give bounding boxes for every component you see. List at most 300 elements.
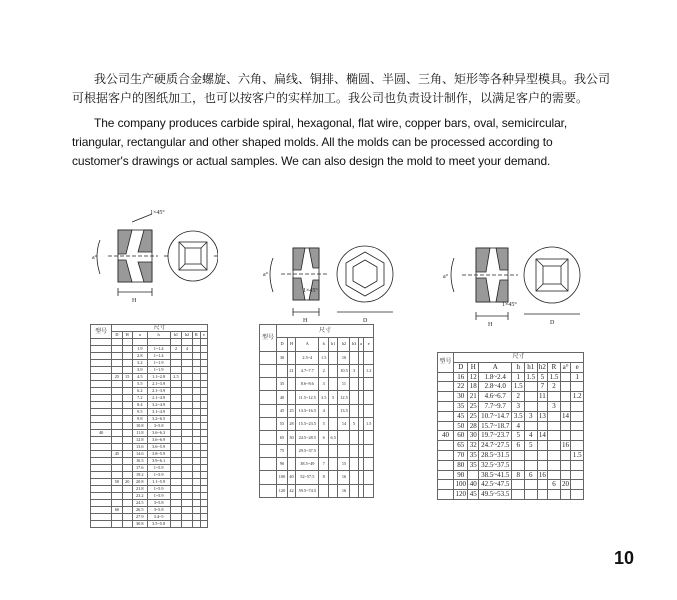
table-cell: 3.9: [132, 367, 147, 374]
table-cell: [512, 450, 525, 460]
table-cell: 14: [562, 411, 570, 420]
model-cell: [260, 351, 277, 364]
table-cell: [112, 388, 122, 395]
model-cell: 40: [438, 431, 454, 441]
table-cell: [122, 493, 132, 500]
table-cell: [170, 367, 182, 374]
table-cell: [328, 444, 338, 457]
table-cell: [132, 339, 147, 346]
header-col: H: [287, 338, 295, 351]
table-cell: [182, 486, 192, 493]
table-cell: [571, 431, 584, 441]
table-cell: 19.7~23.7: [479, 431, 512, 441]
table-cell: 11: [538, 392, 546, 401]
table-cell: 70: [454, 450, 468, 460]
table-cell: 3.8~5.9: [147, 451, 170, 458]
table-cell: [200, 346, 207, 353]
table-cell: 1~1.9: [147, 367, 170, 374]
table-cell: 38.5~41.5: [479, 470, 512, 480]
table-row: [260, 404, 374, 417]
model-cell: [91, 493, 112, 500]
table-cell: 13.6: [132, 444, 147, 451]
table-rect-dies: [437, 352, 584, 500]
table-row: [91, 507, 208, 514]
table-row: [91, 430, 208, 437]
table-cell: [200, 388, 207, 395]
model-cell: [91, 472, 112, 479]
table-cell: [350, 484, 358, 497]
table-cell: [192, 416, 200, 423]
table-cell: [112, 486, 122, 493]
table-cell: [182, 374, 192, 381]
table-cell: 1~5.9: [147, 493, 170, 500]
table-cell: 60: [454, 431, 468, 441]
table-cell: [548, 490, 561, 500]
table-cell: 40: [277, 391, 288, 404]
header-col: H: [122, 332, 132, 339]
table-cell: 15: [122, 374, 132, 381]
model-cell: [91, 402, 112, 409]
table-cell: 1.5: [549, 372, 559, 381]
table-cell: 35: [469, 460, 477, 469]
model-cell: [438, 401, 454, 411]
table-cell: 15.7~18.7: [479, 421, 512, 431]
table-cell: [350, 431, 358, 444]
table-row: [91, 409, 208, 416]
header-size: 尺寸: [454, 353, 584, 363]
table-cell: [350, 444, 358, 457]
table-cell: [328, 404, 338, 417]
table-cell: [122, 339, 132, 346]
table-cell: 3.2~6.5: [147, 416, 170, 423]
table-cell: [112, 458, 122, 465]
table-cell: 11.5~12.5: [296, 391, 319, 404]
table-cell: [122, 423, 132, 430]
table-cell: [182, 444, 192, 451]
table-cell: [192, 451, 200, 458]
table-cell: [182, 500, 192, 507]
table-cell: 45: [112, 451, 122, 458]
table-cell: 29.5~37.5: [296, 444, 319, 457]
table-cell: [200, 444, 207, 451]
table-cell: [200, 409, 207, 416]
table-hex-dies: [259, 324, 374, 498]
table-row: [260, 484, 374, 497]
table-cell: 13.5~16.5: [296, 404, 319, 417]
table-cell: [287, 444, 295, 457]
table-row: [91, 360, 208, 367]
table-cell: 1~5.9: [147, 472, 170, 479]
table-cell: [122, 388, 132, 395]
table-cell: 16.5: [132, 458, 147, 465]
table-cell: 14: [538, 431, 546, 440]
table-cell: 20: [122, 479, 132, 486]
table-cell: [170, 395, 182, 402]
table-row: [438, 480, 584, 490]
table-cell: 2.1~3.9: [147, 381, 170, 388]
table-cell: [122, 430, 132, 437]
header-col: A: [479, 362, 512, 372]
table-cell: 2.1~4.9: [147, 395, 170, 402]
table-row: [91, 479, 208, 486]
table-cell: [192, 514, 200, 521]
table-cell: [182, 367, 192, 374]
table-cell: 13: [538, 411, 546, 420]
label-angle: a°: [263, 272, 269, 278]
intro-english: The company produces carbide spiral, hexagonal, flat wire, copper bars, oval, semicircular, triangular, rectangular and other shaped molds. All the molds can be processed according to customer's drawings or actual samples. We can also design the mold to meet your demand.: [72, 116, 568, 168]
table-row: [91, 500, 208, 507]
table-cell: [122, 409, 132, 416]
table-cell: [537, 460, 548, 470]
model-cell: [91, 514, 112, 521]
table-cell: [192, 423, 200, 430]
table-cell: 25: [287, 404, 295, 417]
table-cell: 6: [319, 431, 329, 444]
table-cell: [182, 451, 192, 458]
model-cell: [260, 364, 277, 377]
table-cell: [560, 392, 571, 402]
table-cell: 1.8~2.4: [479, 372, 512, 382]
header-col: H: [468, 362, 479, 372]
table-cell: 7: [319, 457, 329, 470]
table-cell: [200, 458, 207, 465]
table-cell: 52~57.5: [296, 471, 319, 484]
table-cell: [537, 421, 548, 431]
table-cell: [338, 431, 350, 444]
label-d: D: [363, 318, 368, 324]
table-cell: [122, 514, 132, 521]
table-cell: 25: [469, 411, 477, 420]
table-cell: 19.2: [132, 472, 147, 479]
table-cell: 1.5: [513, 382, 523, 391]
table-cell: [200, 367, 207, 374]
table-cell: 5: [537, 372, 548, 382]
header-col: h1: [170, 332, 182, 339]
table-cell: [112, 430, 122, 437]
table-cell: [122, 381, 132, 388]
table-cell: 1.5: [364, 418, 374, 431]
table-row: [91, 367, 208, 374]
table-cell: [192, 507, 200, 514]
table-cell: [192, 479, 200, 486]
table-cell: [200, 402, 207, 409]
table-cell: 6.2: [132, 388, 147, 395]
table-row: [260, 364, 374, 377]
header-model: 型号: [260, 325, 277, 352]
drawing-square-die: [88, 208, 218, 304]
header-size: 尺寸: [277, 325, 374, 338]
table-cell: [192, 353, 200, 360]
table-row: [260, 391, 374, 404]
model-cell: [438, 372, 454, 382]
table-cell: [287, 351, 295, 364]
table-cell: 13.5: [338, 404, 350, 417]
intro-chinese: 我公司生产硬质合金螺旋、六角、扁线、铜排、椭圆、半圆、三角、矩形等各种异型模具。我公司可根据客户的图纸加工，也可以按客户的实样加工。我公司也负责设计制作，以满足客户的需要。: [72, 72, 611, 105]
table-cell: [182, 465, 192, 472]
table-cell: [122, 444, 132, 451]
table-cell: [560, 431, 571, 441]
table-cell: 3.9~6.1: [147, 458, 170, 465]
table-cell: [192, 465, 200, 472]
label-chamfer: 1×45°: [150, 210, 165, 216]
table-cell: [525, 490, 538, 500]
table-cell: [525, 450, 538, 460]
table-row: [91, 472, 208, 479]
table-cell: 1: [512, 372, 525, 382]
table-cell: [182, 339, 192, 346]
table-cell: [525, 401, 538, 411]
table-square-dies: [90, 324, 208, 528]
header-col: D: [454, 362, 468, 372]
model-cell: [91, 500, 112, 507]
table-cell: [112, 360, 122, 367]
table-cell: 4: [525, 431, 538, 441]
table-cell: [170, 514, 182, 521]
table-row: [91, 458, 208, 465]
table-cell: [192, 493, 200, 500]
table-cell: 28: [287, 418, 295, 431]
table-cell: [112, 402, 122, 409]
table-cell: 1.1~5.9: [147, 479, 170, 486]
table-row: [438, 431, 584, 441]
table-cell: [287, 378, 295, 391]
table-cell: 27.9: [132, 514, 147, 521]
table-cell: [200, 360, 207, 367]
table-cell: 120: [455, 490, 466, 499]
table-cell: 4.5: [132, 374, 147, 381]
table-cell: 6: [548, 480, 561, 490]
table-cell: [350, 404, 358, 417]
table-cell: [182, 493, 192, 500]
table-cell: [182, 458, 192, 465]
label-h: H: [132, 298, 137, 304]
table-cell: [548, 392, 561, 402]
table-cell: [319, 444, 329, 457]
table-cell: [560, 490, 571, 500]
table-cell: 1.5: [526, 372, 536, 381]
table-cell: 7: [537, 382, 548, 392]
model-cell: [91, 423, 112, 430]
table-row: [91, 444, 208, 451]
table-cell: 1~1.9: [147, 360, 170, 367]
table-cell: [112, 416, 122, 423]
table-cell: 14.6: [132, 451, 147, 458]
table-cell: 2.8: [132, 353, 147, 360]
table-cell: 14: [338, 418, 350, 431]
table-cell: 2.8~4.0: [479, 382, 512, 392]
table-cell: [571, 401, 584, 411]
table-cell: 60: [112, 507, 122, 514]
table-cell: [277, 364, 288, 377]
table-cell: 12.8: [132, 437, 147, 444]
table-cell: [170, 500, 182, 507]
table-cell: [170, 472, 182, 479]
table-row: [260, 418, 374, 431]
model-cell: [438, 392, 454, 402]
table-cell: 1.1~2.8: [147, 374, 170, 381]
table-cell: 22: [454, 382, 468, 392]
table-cell: [192, 402, 200, 409]
table-cell: 80: [454, 460, 468, 470]
header-col: R: [548, 362, 561, 372]
model-cell: [438, 470, 454, 480]
header-col: a: [358, 338, 364, 351]
table-cell: 55: [277, 418, 288, 431]
header-col: h: [147, 332, 170, 339]
table-cell: [122, 367, 132, 374]
table-cell: [537, 450, 548, 460]
table-cell: [350, 378, 358, 391]
table-row: [260, 351, 374, 364]
table-cell: 5: [328, 391, 338, 404]
table-cell: [170, 353, 182, 360]
table-row: [438, 470, 584, 480]
table-cell: [170, 423, 182, 430]
table-cell: 5: [350, 418, 358, 431]
table-cell: 10: [338, 351, 350, 364]
model-cell: [91, 353, 112, 360]
table-cell: 50: [454, 421, 468, 431]
label-angle: a°: [92, 255, 98, 261]
table-cell: [122, 500, 132, 507]
table-cell: [200, 437, 207, 444]
table-cell: 50: [112, 479, 122, 486]
table-cell: [192, 339, 200, 346]
label-h: H: [303, 318, 308, 324]
table-cell: [287, 391, 295, 404]
label-d: D: [550, 320, 555, 326]
table-cell: [192, 430, 200, 437]
table-row: [91, 395, 208, 402]
table-cell: 10.7~14.7: [479, 411, 512, 421]
table-cell: [122, 486, 132, 493]
header-model: 型号: [438, 353, 454, 373]
header-col: D: [277, 338, 288, 351]
table-cell: [364, 378, 374, 391]
table-cell: 1~5.9: [147, 465, 170, 472]
table-cell: [548, 470, 561, 480]
model-cell: [260, 457, 277, 470]
table-cell: 4: [319, 404, 329, 417]
table-row: [438, 441, 584, 451]
table-cell: 16: [562, 441, 570, 450]
table-cell: 8: [319, 471, 329, 484]
table-cell: 2.5~4: [296, 351, 319, 364]
table-cell: 42: [287, 484, 295, 497]
model-cell: [91, 374, 112, 381]
table-cell: 11.8: [132, 430, 147, 437]
table-cell: [192, 437, 200, 444]
table-cell: [512, 460, 525, 470]
table-cell: [122, 402, 132, 409]
table-cell: 32: [469, 441, 477, 450]
table-cell: [200, 507, 207, 514]
table-cell: [328, 378, 338, 391]
header-model: 型号: [91, 325, 112, 339]
table-row: [91, 486, 208, 493]
table-cell: 20: [562, 480, 570, 489]
table-cell: [364, 471, 374, 484]
model-cell: [91, 479, 112, 486]
table-cell: 3.5: [319, 391, 329, 404]
table-cell: 3.2~4.9: [147, 402, 170, 409]
table-cell: [200, 395, 207, 402]
table-cell: 10.8: [132, 423, 147, 430]
table-cell: [170, 486, 182, 493]
table-cell: 3: [548, 401, 561, 411]
table-cell: 3~5.8: [147, 507, 170, 514]
table-cell: [560, 401, 571, 411]
table-cell: 11: [338, 378, 350, 391]
table-row: [260, 471, 374, 484]
table-row: [438, 450, 584, 460]
table-cell: [170, 381, 182, 388]
table-cell: [571, 382, 584, 392]
model-cell: [91, 507, 112, 514]
table-cell: [182, 514, 192, 521]
header-col: D: [112, 332, 122, 339]
table-cell: [182, 472, 192, 479]
table-cell: [170, 339, 182, 346]
table-row: [438, 401, 584, 411]
model-cell: [91, 458, 112, 465]
drawing-rect-die: [440, 234, 590, 328]
table-cell: [548, 411, 561, 421]
table-cell: [364, 351, 374, 364]
table-cell: [548, 441, 561, 451]
table-cell: 16: [454, 372, 468, 382]
table-row: [438, 392, 584, 402]
table-cell: [525, 421, 538, 431]
table-cell: [328, 457, 338, 470]
table-cell: 3.1~4.9: [147, 409, 170, 416]
table-cell: 9.5: [132, 409, 147, 416]
table-cell: [364, 444, 374, 457]
header-col: h: [319, 338, 329, 351]
table-cell: [192, 395, 200, 402]
header-col: h3: [350, 338, 358, 351]
table-cell: 28: [469, 421, 477, 430]
header-col: A: [296, 338, 319, 351]
header-col: h1: [525, 362, 538, 372]
table-row: [438, 421, 584, 431]
table-row: [438, 372, 584, 382]
table-row: [91, 416, 208, 423]
table-cell: [571, 441, 584, 451]
table-cell: 3.2: [132, 360, 147, 367]
model-cell: [438, 411, 454, 421]
table-row: [438, 460, 584, 470]
table-cell: [182, 423, 192, 430]
table-cell: [560, 372, 571, 382]
table-cell: [182, 360, 192, 367]
table-cell: 59.5~74.5: [296, 484, 319, 497]
model-cell: [91, 521, 112, 528]
table-cell: [537, 441, 548, 451]
table-cell: [122, 395, 132, 402]
table-cell: [200, 339, 207, 346]
table-row: [91, 451, 208, 458]
table-cell: 7.7~9.7: [479, 401, 512, 411]
table-cell: [192, 500, 200, 507]
table-cell: [112, 381, 122, 388]
model-cell: [260, 391, 277, 404]
table-row: [91, 402, 208, 409]
table-cell: 2: [319, 364, 329, 377]
table-cell: [182, 430, 192, 437]
table-cell: 15: [338, 457, 350, 470]
table-cell: 30: [277, 351, 288, 364]
